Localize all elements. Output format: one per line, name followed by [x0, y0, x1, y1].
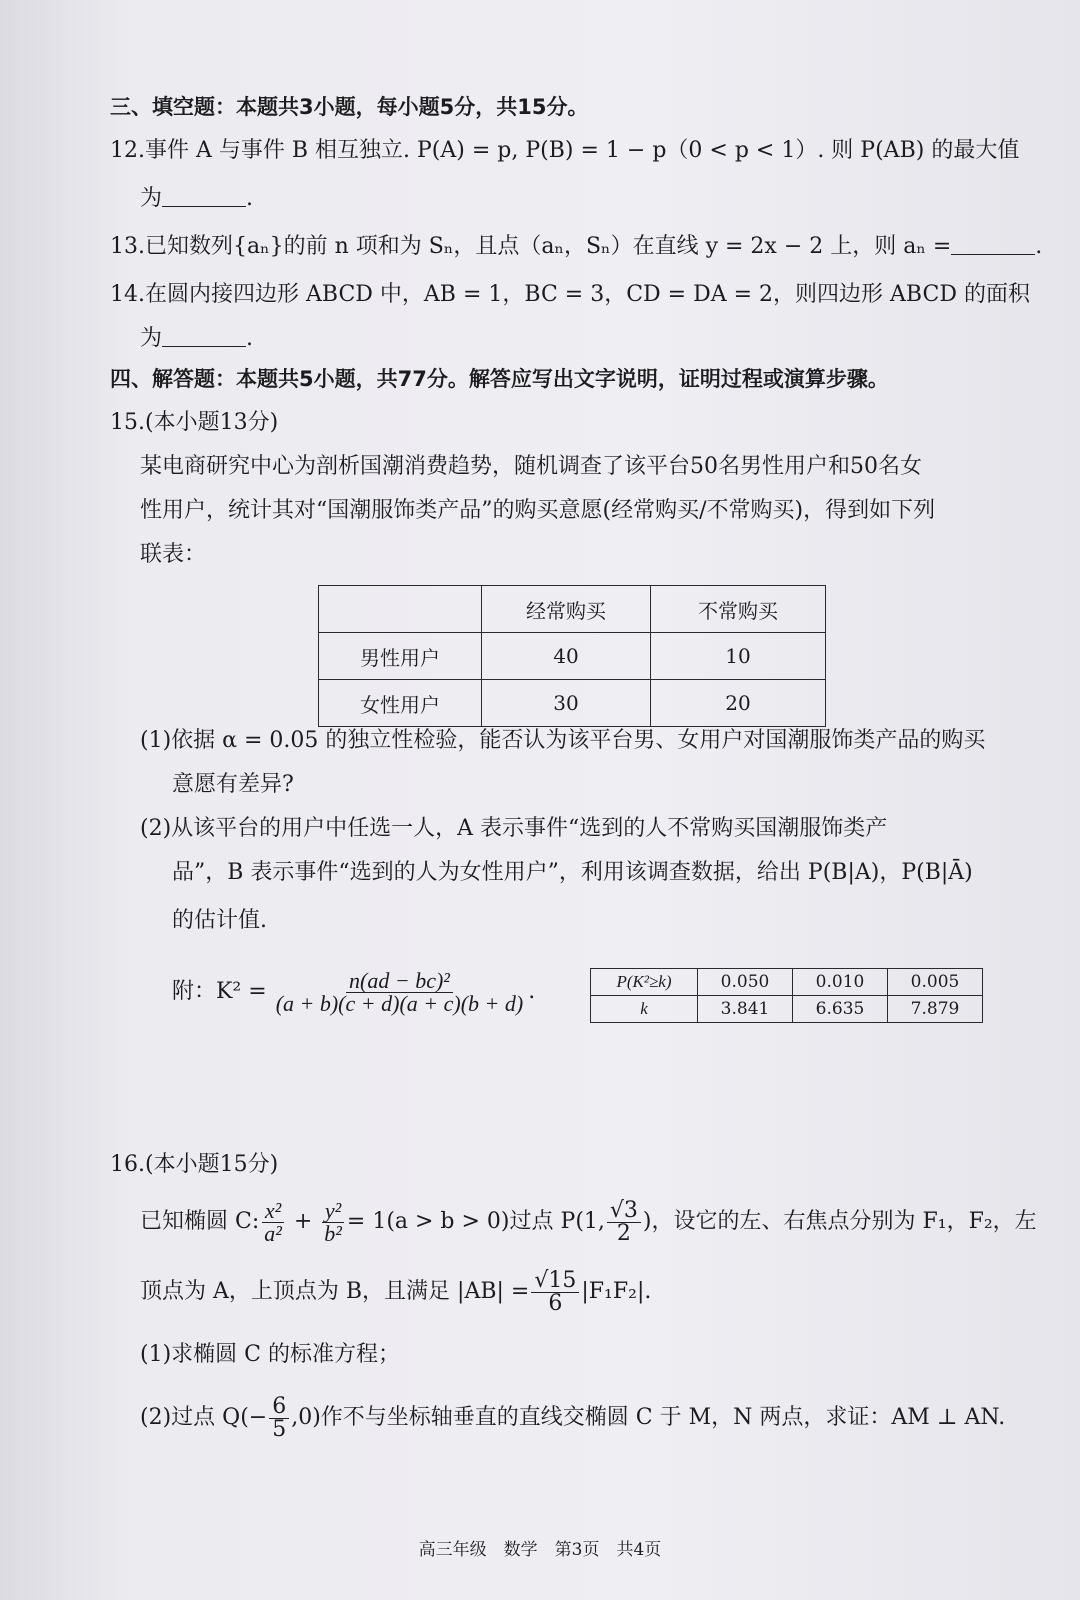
formula-fraction	[273, 967, 527, 1016]
q16-sub2-a: (2)过点 Q(−	[140, 1405, 268, 1430]
q16-line2	[140, 1262, 651, 1322]
q12-line2-pre: 为	[140, 186, 163, 211]
table-row-label: 男性用户	[319, 633, 482, 680]
frac-den: 5	[272, 1416, 287, 1442]
table-row	[591, 969, 983, 996]
q16-l1-b: = 1(a > b > 0)过点 P(1,	[346, 1209, 605, 1234]
frac-num: √3	[607, 1200, 641, 1223]
formula-denominator: (a + b)(c + d)(a + c)(b + d)	[275, 990, 524, 1016]
q16-line1: 已知椭圆 C: $\frac{\text{x²}}{\text{a²}}$ + $\frac{\text{y²}}{\text{b²}}$ = 1(a > b > 0)过点 P(1, $\frac{√3}{2}$ )，设它的左、右焦点分别为 F₁，F₂，左	[140, 1197, 1037, 1246]
q13-answer-blank	[951, 232, 1035, 255]
q12-line1: 12.事件 A 与事件 B 相互独立. P(A) = p, P(B) = 1 − p（0 < p < 1）. 则 P(AB) 的最大值	[110, 138, 1020, 163]
formula-end: .	[528, 979, 536, 1004]
frac-num: 6	[269, 1396, 289, 1419]
section4-heading: 四、解答题：本题共5小题，共77分。解答应写出文字说明，证明过程或演算步骤。	[110, 367, 889, 391]
table-cell: 7.879	[888, 996, 983, 1023]
q13-text-post: .	[1035, 234, 1043, 259]
critical-value-table	[590, 968, 983, 1023]
table-cell: 0.010	[793, 969, 888, 996]
table-cell: 3.841	[698, 996, 793, 1023]
table-cell: 40	[482, 633, 651, 680]
contingency-table	[318, 585, 826, 727]
q15-sub2-line2: 品”，B 表示事件“选到的人为女性用户”，利用该调查数据，给出 P(B|A)，P(B|Ā)	[172, 860, 973, 885]
frac-den: a²	[264, 1220, 282, 1246]
q16-l2-a: 顶点为 A，上顶点为 B，且满足 |AB| =	[140, 1279, 530, 1304]
table-row-label: k	[591, 996, 698, 1023]
q16-sub1: (1)求椭圆 C 的标准方程；	[140, 1342, 400, 1367]
table-cell: 6.635	[793, 996, 888, 1023]
q16-l2-b: |F₁F₂|.	[581, 1279, 652, 1304]
fraction-6-5	[269, 1393, 289, 1442]
q12-answer-blank	[162, 184, 246, 207]
q16-l1-c: )，设它的左、右焦点分别为 F₁，F₂，左	[642, 1209, 1037, 1234]
table-corner-cell	[319, 586, 482, 633]
q16-sub2-b: ,0)作不与坐标轴垂直的直线交椭圆 C 于 M，N 两点，求证：AM ⊥ AN.	[291, 1405, 1006, 1430]
q16-sub2	[140, 1388, 1005, 1448]
q12-line2	[140, 184, 253, 214]
fraction-y2-b2	[321, 1197, 345, 1246]
q14-line2	[140, 324, 253, 354]
q14-answer-blank	[162, 324, 246, 347]
q14-line1: 14.在圆内接四边形 ABCD 中，AB = 1，BC = 3，CD = DA = 2，则四边形 ABCD 的面积	[110, 282, 1030, 307]
table-cell: 20	[651, 680, 826, 727]
fraction-x2-a2	[261, 1197, 285, 1246]
section3-heading: 三、填空题：本题共3小题，每小题5分，共15分。	[110, 95, 589, 119]
table-row	[319, 680, 826, 727]
table-row-label: P(K²≥k)	[591, 969, 698, 996]
q15-sub1-line1: (1)依据 α = 0.05 的独立性检验，能否认为该平台男、女用户对国潮服饰类产品的购买	[140, 728, 986, 753]
table-row	[591, 996, 983, 1023]
page-footer: 高三年级 数学 第3页 共4页	[418, 1540, 662, 1560]
table-header-cell: 不常购买	[651, 586, 826, 633]
frac-num: √15	[531, 1270, 579, 1293]
q15-para-2: 性用户，统计其对“国潮服饰类产品”的购买意愿(经常购买/不常购买)，得到如下列	[140, 498, 936, 523]
q15-para-1: 某电商研究中心为剖析国潮消费趋势，随机调查了该平台50名男性用户和50名女	[140, 454, 922, 479]
q15-title: 15.(本小题13分)	[110, 410, 279, 435]
fraction-sqrt15-6	[531, 1267, 579, 1316]
table-cell: 0.005	[888, 969, 983, 996]
table-row-label: 女性用户	[319, 680, 482, 727]
frac-num: y²	[322, 1200, 344, 1223]
q13-line	[110, 232, 1042, 262]
frac-den: 6	[548, 1290, 563, 1316]
table-cell: 30	[482, 680, 651, 727]
q15-sub2-line3: 的估计值.	[172, 908, 267, 933]
frac-num: x²	[262, 1200, 284, 1223]
q15-sub2-line1: (2)从该平台的用户中任选一人，A 表示事件“选到的人不常购买国潮服饰类产	[140, 816, 888, 841]
q12-line2-post: .	[246, 186, 254, 211]
frac-den: 2	[616, 1220, 631, 1246]
q14-line2-post: .	[246, 326, 254, 351]
table-cell: 0.050	[698, 969, 793, 996]
table-row	[319, 633, 826, 680]
frac-den: b²	[324, 1220, 342, 1246]
q16-title: 16.(本小题15分)	[110, 1152, 279, 1177]
table-header-row	[319, 586, 826, 633]
formula-numerator: n(ad − bc)²	[346, 970, 453, 993]
q16-l1-a: 已知椭圆 C:	[140, 1209, 260, 1234]
fraction-sqrt3-2	[607, 1197, 641, 1246]
table-header-cell: 经常购买	[482, 586, 651, 633]
q13-text: 13.已知数列{aₙ}的前 n 项和为 Sₙ，且点（aₙ，Sₙ）在直线 y = 2x − 2 上，则 aₙ =	[110, 234, 952, 259]
table-cell: 10	[651, 633, 826, 680]
q14-line2-pre: 为	[140, 326, 163, 351]
q15-para-3: 联表：	[140, 542, 207, 567]
q15-sub1-line2: 意愿有差异?	[172, 772, 294, 797]
formula-prefix: 附：K² =	[172, 979, 267, 1004]
k-squared-formula	[172, 960, 535, 1024]
